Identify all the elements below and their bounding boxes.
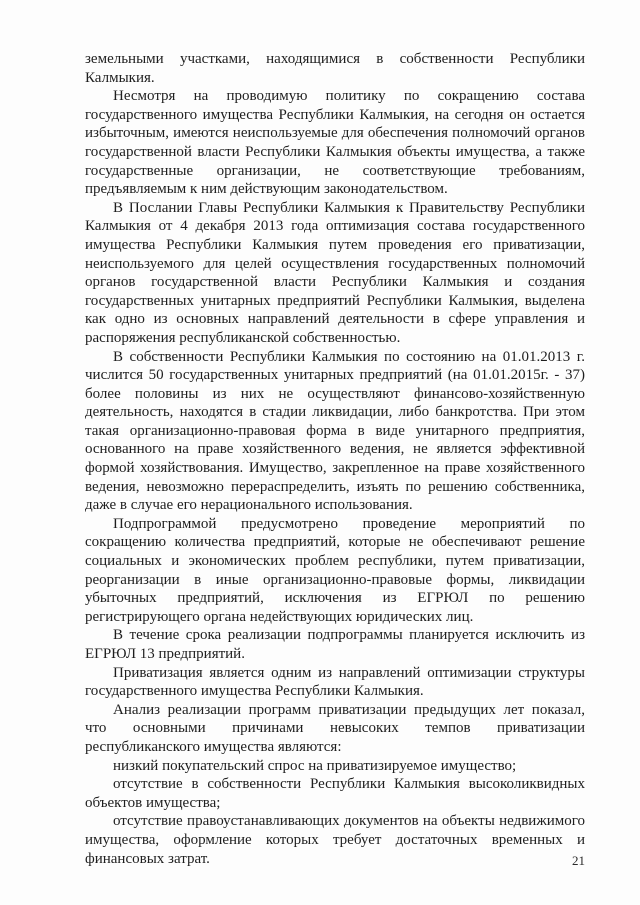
paragraph: Подпрограммой предусмотрено проведение мероприятий по сокращению количества предприятий, которые не обеспечивают решение социальных и экономических проблем республики, путем приватизации, реорганизации в иные организационно-правовые формы, ликвидации убыточных предприятий, исключения из ЕГРЮЛ по решению регистрирующего органа недействующих юридических лиц. [85,515,585,625]
paragraph: Приватизация является одним из направлений оптимизации структуры государственного имущества Республики Калмыкия. [85,664,585,700]
paragraph: Несмотря на проводимую политику по сокращению состава государственного имущества Республики Калмыкия, на сегодня он остается избыточным, имеются неиспользуемые для обеспечения полномочий органов государственной власти Республики Калмыкия объекты имущества, а также государственные организации, не соответствующие требованиям, предъявляемым к ним действующим законодательством. [85,88,585,198]
body-text [85,50,585,868]
paragraph: Анализ реализации программ приватизации предыдущих лет показал, что основными причинами невысоких темпов приватизации республиканского имущества являются: [85,701,585,755]
paragraph: земельными участками, находящимися в собственности Республики Калмыкия. [85,51,585,86]
paragraph: В собственности Республики Калмыкия по состоянию на 01.01.2013 г. числится 50 государственных унитарных предприятий (на 01.01.2015г. - 37) более половины из них не осуществляют финансово-хозяйственную деятельность, находятся в стадии ликвидации, либо банкротства. При этом такая организационно-правовая форма в виде унитарного предприятия, основанного на праве хозяйственного ведения, не является эффективной формой хозяйствования. Имущество, закрепленное на праве хозяйственного ведения, невозможно перераспределить, изъять по решению собственника, даже в случае его нерационального использования. [85,348,585,514]
list-item: низкий покупательский спрос на приватизируемое имущество; [113,757,517,774]
paragraph: В Послании Главы Республики Калмыкия к Правительству Республики Калмыкия от 4 декабря 2013 года оптимизация состава государственного имущества Республики Калмыкия путем проведения его приватизации, неиспользуемого для целей осуществления государственных полномочий органов государственной власти Республики Калмыкия и создания государственных унитарных предприятий Республики Калмыкия, выделена как одно из основных направлений деятельности в сфере управления и распоряжения республиканской собственностью. [85,199,585,346]
paragraph: В течение срока реализации подпрограммы планируется исключить из ЕГРЮЛ 13 предприятий. [85,627,585,662]
list-item: отсутствие правоустанавливающих документов на объекты недвижимого имущества, оформление которых требует достаточных временных и финансовых затрат. [85,813,585,867]
page-number: 21 [572,853,585,868]
list-item: отсутствие в собственности Республики Калмыкия высоколиквидных объектов имущества; [85,776,585,811]
